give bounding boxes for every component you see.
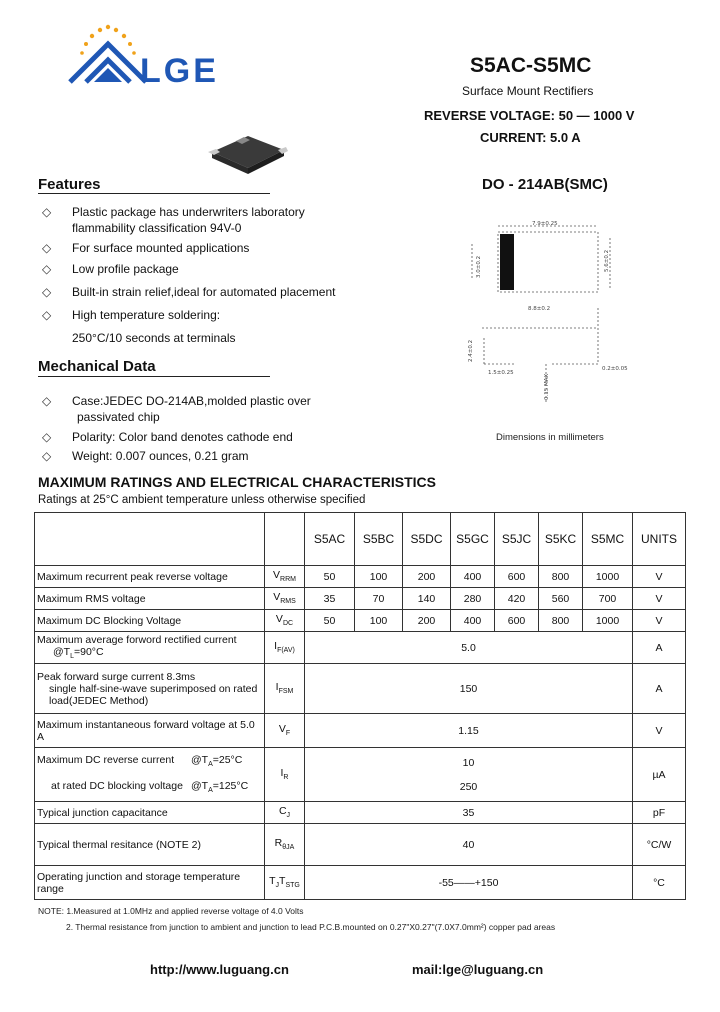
svg-text:2.4±0.2: 2.4±0.2	[468, 339, 474, 362]
table-row: Maximum average forword rectified current $@T_L=90^\circ C$ $I_{F(AV)}$ 5.0 A	[35, 632, 686, 664]
col-header: S5KC	[539, 513, 583, 566]
table-row: Maximum instantaneous forward voltage at 5.0 A $V_F$ 1.15 V	[35, 714, 686, 748]
package-photo-icon	[208, 128, 288, 174]
part-subtitle: Surface Mount Rectifiers	[462, 84, 594, 98]
table-row: Operating junction and storage temperature range $T_JT_{STG}$ -55——+150 °C	[35, 866, 686, 900]
part-title: S5AC-S5MC	[470, 54, 592, 77]
table-row: Typical thermal resitance (NOTE 2) $R_{\theta JA}$ 40 °C/W	[35, 824, 686, 866]
svg-text:0.15 MAX: 0.15 MAX	[544, 373, 550, 400]
svg-text:0.2±0.05: 0.2±0.05	[602, 366, 628, 372]
features-divider	[38, 193, 270, 194]
col-header: S5MC	[583, 513, 633, 566]
features-heading: Features	[38, 176, 101, 193]
package-name: DO - 214AB(SMC)	[482, 176, 608, 193]
diamond-bullet-icon: ◇	[42, 285, 52, 299]
col-header: S5DC	[403, 513, 451, 566]
table-row: Maximum RMS voltage $V_{RMS}$ 35 70 140 280 420 560 700 V	[35, 588, 686, 610]
ratings-heading: MAXIMUM RATINGS AND ELECTRICAL CHARACTERISTICS	[38, 474, 436, 490]
feature-item: ◇ Low profile package	[42, 262, 179, 276]
diamond-bullet-icon: ◇	[42, 449, 52, 463]
diamond-bullet-icon: ◇	[42, 205, 52, 219]
svg-text:3.0±0.2: 3.0±0.2	[476, 255, 482, 278]
table-row: Typical junction capacitance $C_J$ 35 pF	[35, 802, 686, 824]
dimensions-caption: Dimensions in millimeters	[496, 432, 604, 443]
table-row: Peak forward surge current 8.3ms single half-sine-wave superimposed on rated load(JEDEC Method) $I_{FSM}$ 150 A	[35, 664, 686, 714]
table-row: Maximum DC Blocking Voltage $V_{DC}$ 50 100 200 400 600 800 1000 V	[35, 610, 686, 632]
svg-text:5.6±0.2: 5.6±0.2	[604, 249, 610, 272]
current-rating: CURRENT: 5.0 A	[480, 130, 581, 145]
notes	[38, 903, 555, 935]
svg-text:8.8±0.2: 8.8±0.2	[528, 306, 551, 312]
ratings-subtitle: Ratings at 25°C ambient temperature unless otherwise specified	[38, 494, 366, 506]
reverse-voltage: REVERSE VOLTAGE: 50 — 1000 V	[424, 108, 635, 123]
diamond-bullet-icon: ◇	[42, 308, 52, 322]
brand-name: LGE	[140, 52, 219, 90]
table-header-row	[35, 513, 686, 566]
svg-text:7.9±0.25: 7.9±0.25	[532, 221, 558, 227]
feature-item: ◇ Plastic package has underwriters laboratory	[42, 205, 305, 219]
table-row: Maximum recurrent peak reverse voltage $V_{RRM}$ 50 100 200 400 600 800 1000 V	[35, 566, 686, 588]
footer-email-link[interactable]: mail:lge@luguang.cn	[412, 962, 544, 977]
note-1: NOTE: 1.Measured at 1.0MHz and applied reverse voltage of 4.0 Volts	[38, 906, 304, 916]
col-header: S5AC	[305, 513, 355, 566]
svg-text:1.5±0.25: 1.5±0.25	[488, 370, 514, 376]
mechanical-divider	[38, 376, 270, 377]
diamond-bullet-icon: ◇	[42, 262, 52, 276]
feature-item: ◇ For surface mounted applications	[42, 241, 250, 255]
feature-item: ◇ High temperature soldering:	[42, 308, 221, 322]
diamond-bullet-icon: ◇	[42, 241, 52, 255]
diamond-bullet-icon: ◇	[42, 430, 52, 444]
package-dimension-drawing	[462, 218, 632, 418]
ratings-table	[34, 512, 686, 900]
feature-item: ◇ Built-in strain relief,ideal for automated placement	[42, 285, 336, 299]
mechanical-heading: Mechanical Data	[38, 358, 156, 375]
mechanical-item: ◇ Case:JEDEC DO-214AB,molded plastic over	[42, 394, 311, 408]
col-header: UNITS	[633, 513, 686, 566]
col-header: S5JC	[495, 513, 539, 566]
col-header: S5GC	[451, 513, 495, 566]
mechanical-item: ◇ Weight: 0.007 ounces, 0.21 gram	[42, 449, 249, 463]
footer-website-link[interactable]: http://www.luguang.cn	[150, 962, 289, 977]
diamond-bullet-icon: ◇	[42, 394, 52, 408]
table-row: Maximum DC reverse current $@T_A=25^\circ C$ at rated DC blocking voltage $@T_A=125^\circ C$ $I_R$ 10 250 µA	[35, 748, 686, 802]
mechanical-item: ◇ Polarity: Color band denotes cathode end	[42, 430, 293, 444]
col-header: S5BC	[355, 513, 403, 566]
note-2: 2. Thermal resistance from junction to ambient and junction to lead P.C.B.mounted on 0.27"X0.27"(7.0X7.0mm²) copper pad areas	[66, 922, 556, 932]
